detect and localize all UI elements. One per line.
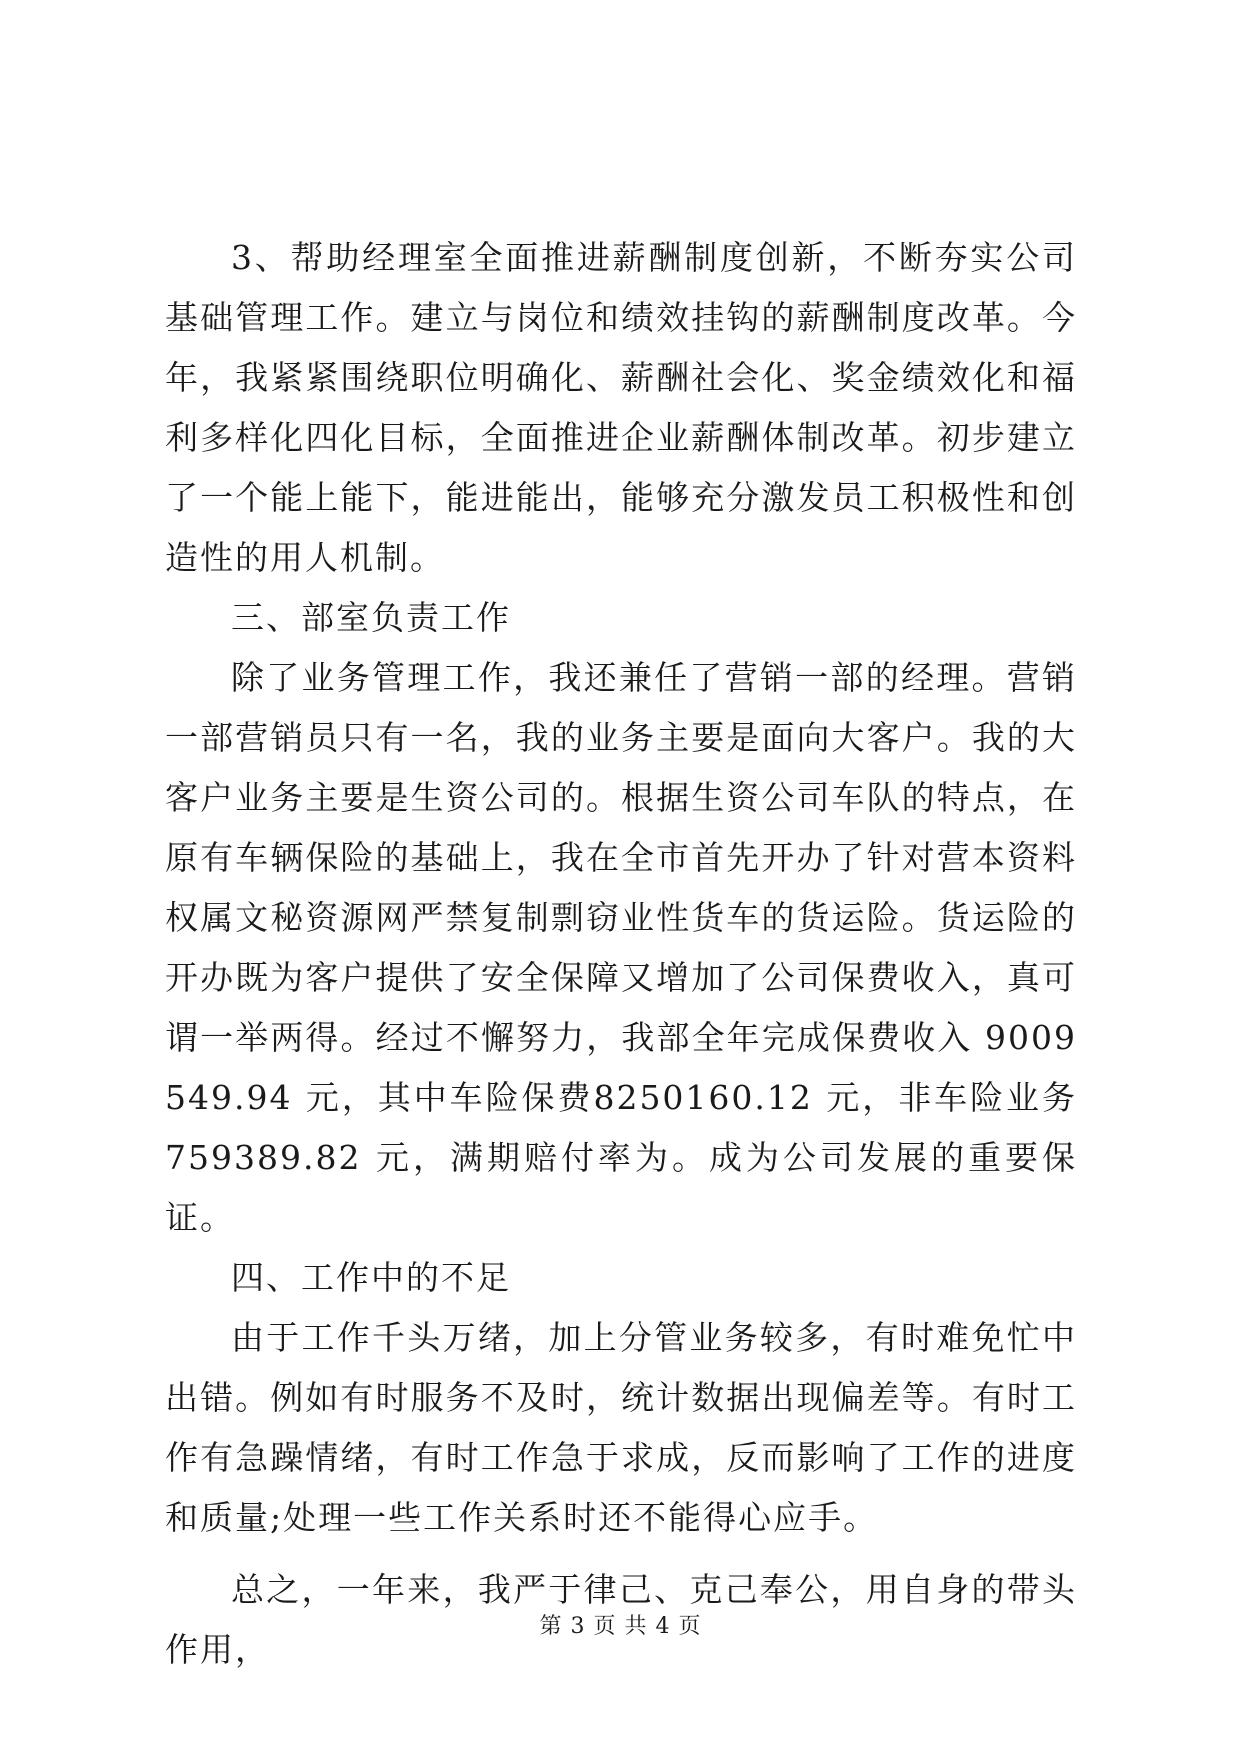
paragraph-shortcomings: 由于工作千头万绪，加上分管业务较多，有时难免忙中出错。例如有时服务不及时，统计数据出现偏差等。有时工作有急躁情绪，有时工作急于求成，反而影响了工作的进度和质量;处理一些工作关系时还不能得心应手。 bbox=[165, 1318, 1077, 1537]
paragraph-department-work: 除了业务管理工作，我还兼任了营销一部的经理。营销一部营销员只有一名，我的业务主要是面向大客户。我的大客户业务主要是生资公司的。根据生资公司车队的特点，在原有车辆保险的基础上，我在全市首先开办了针对营本资料权属文秘资源网严禁复制剽窃业性货车的货运险。货运险的开办既为客户提供了安全保障又增加了公司保费收入，真可谓一举两得。经过不懈努力，我部全年完成保费收入 9009549.94 元，其中车险保费8250160.12 元，非车险业务 759389.82 元，满期赔付率为。成为公司发展的重要保证。 bbox=[165, 658, 1077, 1237]
document-body bbox=[165, 228, 1077, 1680]
paragraph-salary-reform: 3、帮助经理室全面推进薪酬制度创新，不断夯实公司基础管理工作。建立与岗位和绩效挂钩的薪酬制度改革。今年，我紧紧围绕职位明确化、薪酬社会化、奖金绩效化和福利多样化四化目标，全面推进企业薪酬体制改革。初步建立了一个能上能下，能进能出，能够充分激发员工积极性和创造性的用人机制。 bbox=[165, 238, 1077, 577]
paragraph-spacer bbox=[165, 1548, 1077, 1560]
paragraph-summary: 总之，一年来，我严于律己、克己奉公，用自身的带头作用， bbox=[165, 1570, 1077, 1669]
section-heading-department-work: 三、部室负责工作 bbox=[231, 598, 511, 637]
page-number-footer: 第 3 页 共 4 页 bbox=[539, 1614, 702, 1639]
section-heading-shortcomings: 四、工作中的不足 bbox=[231, 1258, 511, 1297]
